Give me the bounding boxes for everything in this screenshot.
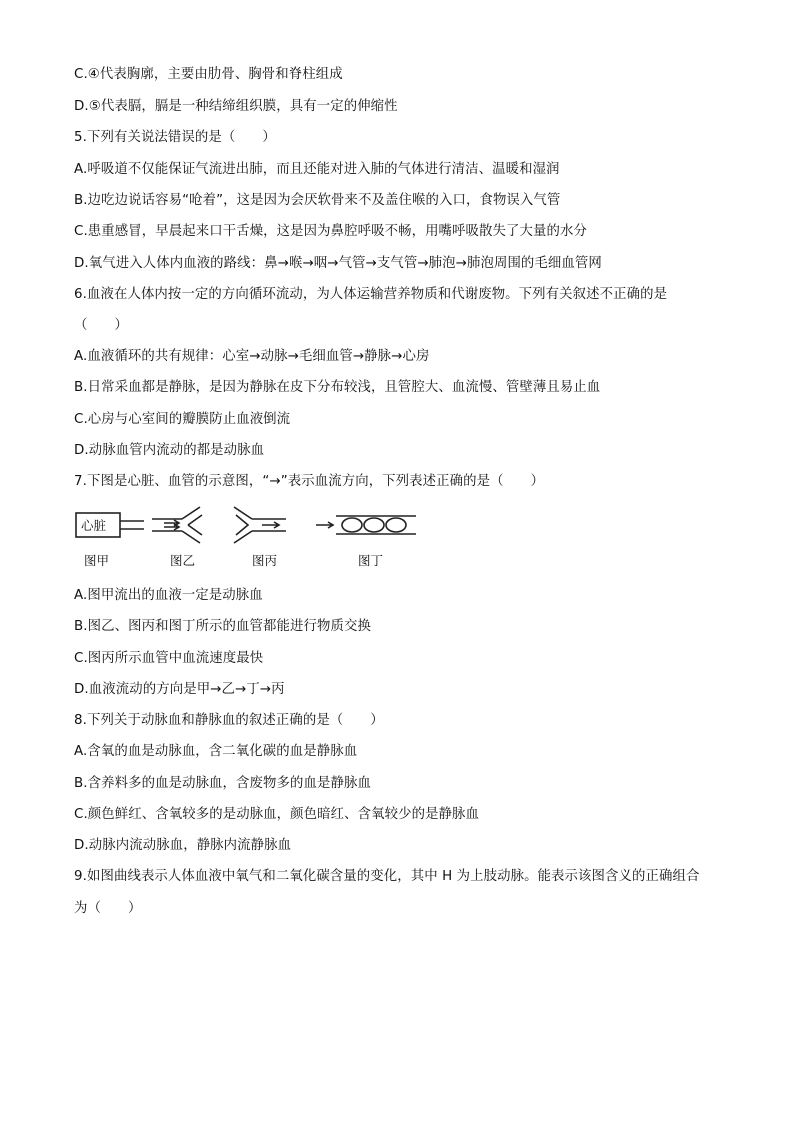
- option-5c: C.患重感冒，早晨起来口干舌燥，这是因为鼻腔呼吸不畅，用嘴呼吸散失了大量的水分: [74, 224, 587, 239]
- option-6d: D.动脉血管内流动的都是动脉血: [74, 443, 265, 458]
- option-5d: D.氧气进入人体内血液的路线：鼻→喉→咽→气管→支气管→肺泡→肺泡周围的毛细血管网: [74, 256, 602, 271]
- heart-label: 心脏: [81, 518, 107, 533]
- option-7a: A.图甲流出的血液一定是动脉血: [74, 588, 263, 603]
- option-7d: D.血液流动的方向是甲→乙→丁→丙: [74, 682, 285, 697]
- option-4d: D.⑤代表膈，膈是一种结缔组织膜，具有一定的伸缩性: [74, 99, 398, 114]
- caption-bing: 图丙: [252, 553, 278, 568]
- caption-ding: 图丁: [358, 553, 384, 568]
- option-8a: A.含氧的血是动脉血，含二氧化碳的血是静脉血: [74, 744, 358, 759]
- question-9-bracket: 为（ ）: [74, 901, 142, 916]
- heart-vessel-figure: [74, 503, 434, 577]
- caption-jia: 图甲: [84, 553, 110, 568]
- vessel-diagram: [74, 503, 434, 577]
- option-8d: D.动脉内流动脉血，静脉内流静脉血: [74, 838, 292, 853]
- option-7b: B.图乙、图丙和图丁所示的血管都能进行物质交换: [74, 619, 371, 634]
- question-6-bracket: （ ）: [74, 318, 128, 333]
- question-8: 8.下列关于动脉血和静脉血的叙述正确的是（ ）: [74, 713, 384, 728]
- caption-yi: 图乙: [170, 553, 196, 568]
- option-6c: C.心房与心室间的瓣膜防止血液倒流: [74, 412, 291, 427]
- option-8b: B.含养料多的血是动脉血，含废物多的血是静脉血: [74, 776, 371, 791]
- option-8c: C.颜色鲜红、含氧较多的是动脉血，颜色暗红、含氧较少的是静脉血: [74, 807, 480, 822]
- option-7c: C.图丙所示血管中血流速度最快: [74, 651, 264, 666]
- option-5a: A.呼吸道不仅能保证气流进出肺，而且还能对进入肺的气体进行清洁、温暖和湿润: [74, 162, 560, 177]
- question-6: 6.血液在人体内按一定的方向循环流动，为人体运输营养物质和代谢废物。下列有关叙述不正确的是: [74, 287, 668, 302]
- option-6a: A.血液循环的共有规律：心室→动脉→毛细血管→静脉→心房: [74, 349, 430, 364]
- option-5b: B.边吃边说话容易“呛着”，这是因为会厌软骨来不及盖住喉的入口，食物误入气管: [74, 193, 561, 208]
- question-7: 7.下图是心脏、血管的示意图，“→”表示血流方向，下列表述正确的是（ ）: [74, 474, 545, 489]
- option-4c: C.④代表胸廓，主要由肋骨、胸骨和脊柱组成: [74, 67, 343, 82]
- option-6b: B.日常采血都是静脉，是因为静脉在皮下分布较浅，且管腔大、血流慢、管壁薄且易止血: [74, 380, 601, 395]
- question-9: 9.如图曲线表示人体血液中氧气和二氧化碳含量的变化，其中 H 为上肢动脉。能表示该图含义的正确组合: [74, 869, 700, 884]
- question-5: 5.下列有关说法错误的是（ ）: [74, 130, 276, 145]
